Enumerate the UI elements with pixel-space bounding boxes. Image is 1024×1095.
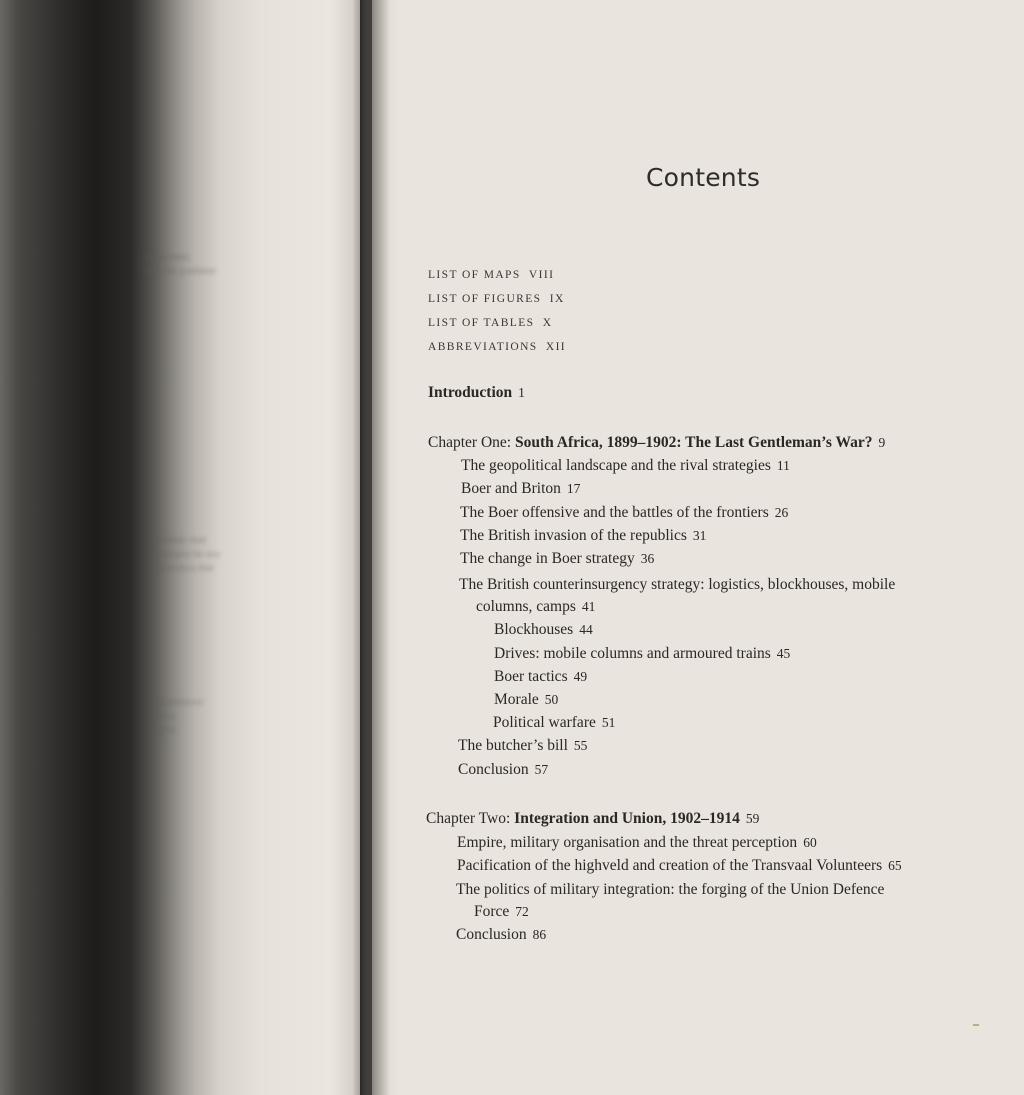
toc-page-number: 55 xyxy=(573,738,588,753)
toc-page-number: 31 xyxy=(692,528,707,543)
toc-chapter-heading xyxy=(426,810,759,828)
chapter-title: Integration and Union, 1902–1914 xyxy=(514,810,740,827)
toc-label: The British invasion of the republics xyxy=(460,527,687,544)
left-fragment: corrections that xyxy=(152,563,214,573)
toc-label: Boer and Briton xyxy=(461,480,561,497)
toc-front-matter-item xyxy=(428,269,554,281)
toc-subentry xyxy=(494,645,790,663)
toc-entry xyxy=(457,834,817,852)
toc-label: The change in Boer strategy xyxy=(460,550,635,567)
toc-label: Boer tactics xyxy=(494,668,568,685)
toc-entry xyxy=(460,550,654,568)
toc-subentry xyxy=(494,621,593,639)
toc-front-matter-item xyxy=(428,293,565,305)
toc-page-number: 51 xyxy=(601,715,616,730)
toc-entry xyxy=(456,926,546,944)
toc-page-number: 60 xyxy=(803,835,817,850)
paper-mark xyxy=(973,1024,979,1026)
toc-page-number: 45 xyxy=(776,646,791,661)
left-fragment: apologise for any xyxy=(152,549,221,559)
toc-entry xyxy=(461,457,790,475)
toc-label: LIST OF FIGURES xyxy=(428,293,542,305)
toc-entry xyxy=(456,881,884,899)
left-fragment: (right). xyxy=(152,725,179,735)
toc-entry xyxy=(458,761,548,779)
toc-page-number: 59 xyxy=(745,811,760,826)
toc-label: Force xyxy=(474,903,510,920)
toc-entry xyxy=(461,480,580,498)
toc-entry xyxy=(459,576,895,594)
toc-entry-continuation xyxy=(476,598,595,616)
toc-label: Political warfare xyxy=(493,714,596,731)
toc-label: columns, camps xyxy=(476,598,576,615)
toc-label: The British counterinsurgency strategy: logistics, blockhouses, mobile xyxy=(459,576,896,593)
toc-subentry xyxy=(493,714,615,732)
toc-label: The politics of military integration: the forging of the Union Defence xyxy=(456,881,885,898)
toc-page-number: 36 xyxy=(640,551,655,566)
chapter-prefix: Chapter Two: xyxy=(426,810,511,827)
toc-chapter-heading xyxy=(428,434,885,452)
left-fragment: to obtain their xyxy=(152,535,207,545)
toc-page-number: 65 xyxy=(888,858,902,873)
toc-page-number: 17 xyxy=(566,481,581,496)
toc-entry xyxy=(458,737,587,755)
toc-label: Conclusion xyxy=(456,926,527,943)
page-title: Contents xyxy=(646,163,761,192)
toc-label: Drives: mobile columns and armoured trains xyxy=(494,645,771,662)
toc-page-number: 11 xyxy=(776,458,790,473)
toc-front-matter-item xyxy=(428,317,552,329)
toc-label: The Boer offensive and the battles of the frontiers xyxy=(460,504,769,521)
toc-label: LIST OF TABLES xyxy=(428,317,535,329)
toc-label: Pacification of the highveld and creation of the Transvaal Volunteers xyxy=(457,857,883,874)
toc-page-number: VIII xyxy=(528,269,555,281)
toc-entry xyxy=(460,504,788,522)
chapter-prefix: Chapter One: xyxy=(428,434,512,451)
toc-page-number: XII xyxy=(545,341,567,353)
toc-label: Blockhouses xyxy=(494,621,574,638)
toc-page-number: 41 xyxy=(581,599,596,614)
left-fragment: Africa xyxy=(152,711,176,721)
toc-subentry xyxy=(494,668,587,686)
toc-label: Conclusion xyxy=(458,761,529,778)
toc-entry xyxy=(460,527,706,545)
toc-page-number: 72 xyxy=(515,904,529,919)
toc-page-number: 86 xyxy=(532,927,547,942)
contents-page xyxy=(380,0,1024,1095)
toc-introduction xyxy=(428,384,525,402)
toc-page-number: 50 xyxy=(544,692,559,707)
toc-label: Empire, military organisation and the threat perception xyxy=(457,834,798,851)
toc-page-number: X xyxy=(542,317,553,329)
toc-subentry xyxy=(494,691,558,709)
toc-entry xyxy=(457,857,902,875)
toc-page-number: 44 xyxy=(579,622,593,637)
left-page xyxy=(0,0,372,1095)
left-fragment: Contributors/ xyxy=(152,697,204,707)
toc-front-matter-item xyxy=(428,341,566,353)
toc-entry-continuation xyxy=(474,903,529,921)
toc-label: Introduction xyxy=(428,384,513,401)
left-fragment: transmitted, xyxy=(144,252,192,262)
chapter-title: South Africa, 1899–1902: The Last Gentleman’s War? xyxy=(514,434,873,451)
toc-label: The geopolitical landscape and the rival strategies xyxy=(461,457,771,474)
left-page-blurred-text xyxy=(52,160,262,737)
toc-label: Morale xyxy=(494,691,539,708)
toc-page-number: IX xyxy=(549,293,565,305)
toc-label: ABBREVIATIONS xyxy=(428,341,538,353)
toc-page-number: 49 xyxy=(573,669,588,684)
toc-page-number: 26 xyxy=(774,505,789,520)
toc-label: The butcher’s bill xyxy=(458,737,568,754)
left-fragment: from the publisher xyxy=(144,266,217,276)
toc-page-number: 9 xyxy=(878,435,886,450)
toc-page-number: 57 xyxy=(534,762,549,777)
toc-page-number: 1 xyxy=(518,385,525,400)
toc-label: LIST OF MAPS xyxy=(428,269,521,281)
